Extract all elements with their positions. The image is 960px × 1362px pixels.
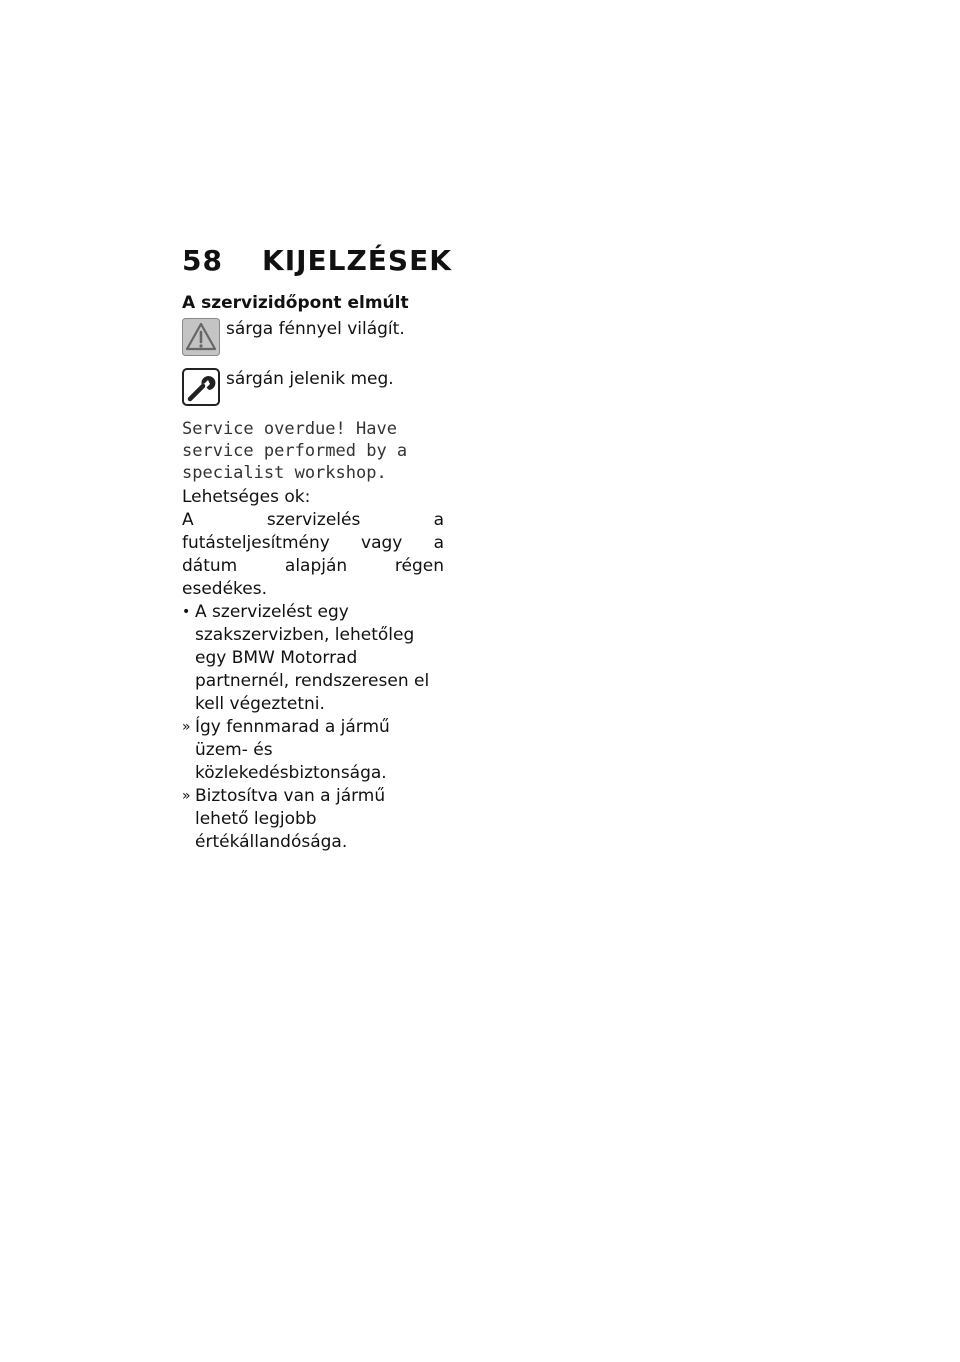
result-item — [182, 785, 444, 854]
wrench-icon — [182, 368, 220, 406]
display-message: Service overdue! Have service performed by a specialist workshop. — [182, 419, 408, 483]
action-item — [182, 601, 444, 716]
body-text — [182, 486, 444, 854]
page-header — [182, 244, 452, 277]
result-text: Így fennmarad a jármű üzem- és közlekedésbiztonsága. — [195, 717, 390, 783]
indicator-text-warning: sárga fénnyel világít. — [226, 319, 405, 339]
action-text: A szervizelést egy szakszervizben, lehetőleg egy BMW Motorrad partnernél, rendszeresen el kell végeztetni. — [195, 602, 430, 714]
result-marker: » — [182, 719, 191, 735]
indicator-row-warning — [182, 318, 405, 356]
result-marker: » — [182, 788, 191, 804]
result-text: Biztosítva van a jármű lehető legjobb értékállandósága. — [195, 786, 386, 852]
indicator-row-wrench — [182, 368, 394, 406]
page-number: 58 — [182, 244, 223, 277]
section-title: A szervizidőpont elmúlt — [182, 293, 409, 313]
possible-cause-label: Lehetséges ok: — [182, 487, 311, 507]
cause-description: A szervizelés a futásteljesítmény vagy a dátum alapján régen esedékes. — [182, 510, 444, 599]
bullet-marker: • — [182, 604, 191, 620]
page-title: KIJELZÉSEK — [262, 244, 452, 277]
warning-triangle-icon — [182, 318, 220, 356]
result-item — [182, 716, 444, 785]
indicator-text-wrench: sárgán jelenik meg. — [226, 369, 394, 389]
